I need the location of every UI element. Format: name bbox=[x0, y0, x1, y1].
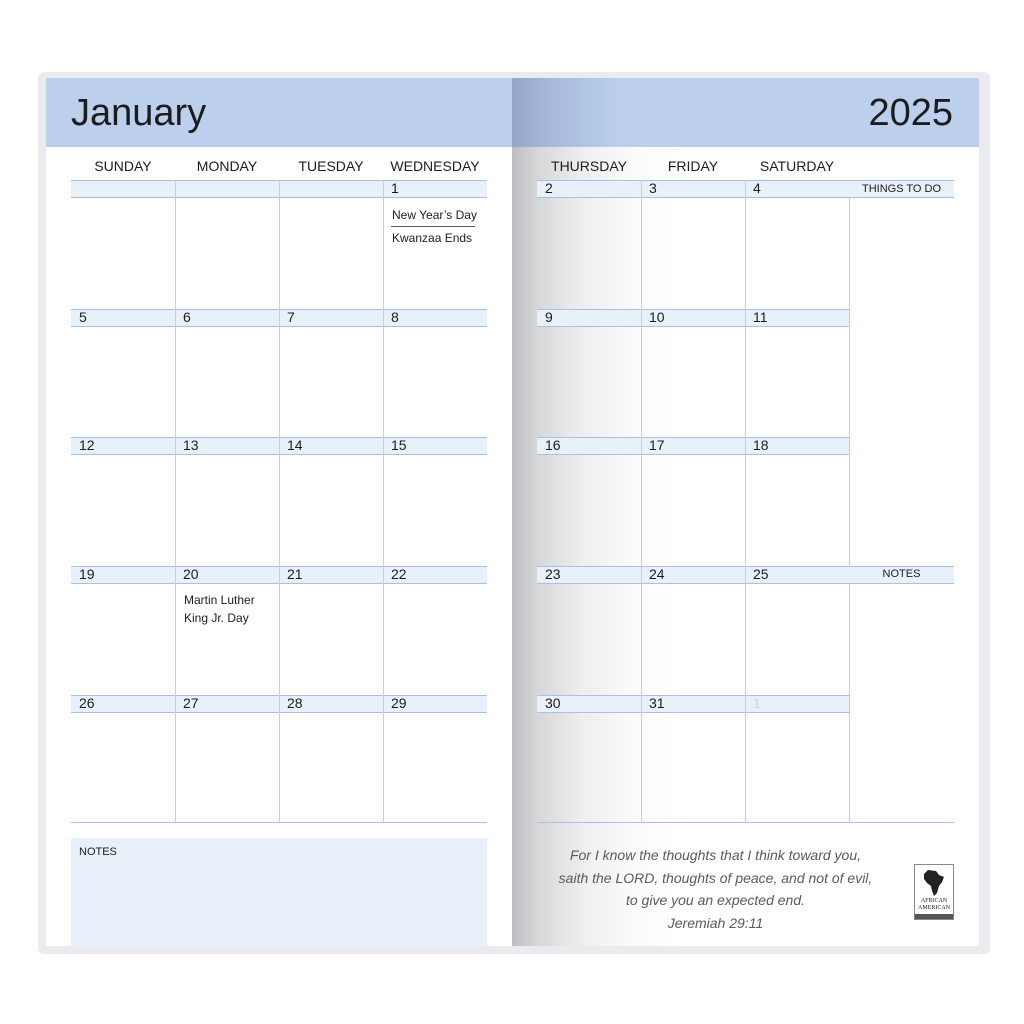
day-header-monday: MONDAY bbox=[196, 158, 258, 174]
event-new-years-day: New Year’s Day bbox=[392, 208, 477, 222]
date-number: 26 bbox=[79, 695, 95, 711]
year-title: 2025 bbox=[868, 92, 953, 134]
notes-area[interactable] bbox=[71, 838, 487, 946]
notes-label: NOTES bbox=[79, 846, 117, 858]
grid-column-line bbox=[745, 180, 746, 822]
date-band-row bbox=[537, 566, 849, 584]
verse-line-3: to give you an expected end. bbox=[625, 892, 806, 908]
logo-text-line1: AFRICAN bbox=[920, 898, 948, 904]
date-number: 1 bbox=[753, 695, 761, 711]
date-number: 4 bbox=[753, 180, 761, 196]
month-title: January bbox=[71, 92, 207, 134]
event-mlk-day-line1: Martin Luther bbox=[184, 593, 255, 607]
month-header-band bbox=[46, 78, 512, 147]
verse-line-1: For I know the thoughts that I think toward you, bbox=[569, 847, 862, 863]
left-page bbox=[46, 78, 512, 946]
date-number: 10 bbox=[649, 309, 665, 325]
event-mlk-day-line2: King Jr. Day bbox=[184, 611, 249, 625]
date-number: 6 bbox=[183, 309, 191, 325]
day-header-sunday: SUNDAY bbox=[94, 158, 152, 174]
grid-column-line bbox=[279, 180, 280, 822]
date-number: 30 bbox=[545, 695, 561, 711]
date-number: 19 bbox=[79, 566, 95, 582]
grid-column-line bbox=[175, 180, 176, 822]
date-number: 27 bbox=[183, 695, 199, 711]
date-number: 28 bbox=[287, 695, 303, 711]
year-header-band bbox=[512, 78, 979, 147]
date-band-row bbox=[537, 437, 849, 455]
grid-column-line bbox=[383, 180, 384, 822]
verse-reference: Jeremiah 29:11 bbox=[667, 914, 764, 931]
grid-column-line bbox=[849, 180, 850, 822]
date-number: 11 bbox=[753, 309, 768, 325]
event-divider bbox=[391, 226, 475, 227]
day-header-thursday: THURSDAY bbox=[551, 158, 627, 174]
grid-bottom-line bbox=[71, 822, 487, 823]
day-header-friday: FRIDAY bbox=[667, 158, 719, 174]
date-number: 21 bbox=[287, 566, 303, 582]
africa-map-icon bbox=[922, 869, 946, 897]
date-number: 16 bbox=[545, 437, 561, 453]
date-number: 24 bbox=[649, 566, 665, 582]
day-header-saturday: SATURDAY bbox=[759, 158, 835, 174]
date-number: 29 bbox=[391, 695, 407, 711]
date-number: 13 bbox=[183, 437, 199, 453]
logo-strip bbox=[915, 914, 953, 919]
date-band-row bbox=[537, 695, 849, 713]
date-number: 8 bbox=[391, 309, 399, 325]
things-to-do-label: THINGS TO DO bbox=[861, 183, 942, 195]
date-number: 20 bbox=[183, 566, 199, 582]
date-band-row bbox=[537, 180, 849, 198]
date-number: 31 bbox=[649, 695, 665, 711]
grid-bottom-line bbox=[537, 822, 954, 823]
date-number: 9 bbox=[545, 309, 553, 325]
date-number: 15 bbox=[391, 437, 407, 453]
date-number: 1 bbox=[391, 180, 399, 196]
date-number: 2 bbox=[545, 180, 553, 196]
logo-text-line2: AMERICAN bbox=[917, 905, 950, 911]
publisher-logo bbox=[914, 864, 954, 920]
date-number: 7 bbox=[287, 309, 295, 325]
date-band-row bbox=[537, 309, 849, 327]
date-number: 14 bbox=[287, 437, 303, 453]
date-number: 17 bbox=[649, 437, 665, 453]
right-notes-label: NOTES bbox=[882, 568, 921, 580]
day-header-wednesday: WEDNESDAY bbox=[390, 158, 480, 174]
date-number: 12 bbox=[79, 437, 95, 453]
date-number: 23 bbox=[545, 566, 561, 582]
date-number: 5 bbox=[79, 309, 87, 325]
day-header-tuesday: TUESDAY bbox=[298, 158, 364, 174]
verse-line-2: saith the LORD, thoughts of peace, and not of evil, bbox=[558, 869, 873, 886]
bible-verse bbox=[537, 844, 894, 934]
date-number: 18 bbox=[753, 437, 769, 453]
grid-column-line bbox=[641, 180, 642, 822]
event-kwanzaa-ends: Kwanzaa Ends bbox=[392, 231, 473, 245]
date-number: 22 bbox=[391, 566, 407, 582]
right-page bbox=[512, 78, 979, 946]
date-number: 3 bbox=[649, 180, 657, 196]
date-number: 25 bbox=[753, 566, 769, 582]
